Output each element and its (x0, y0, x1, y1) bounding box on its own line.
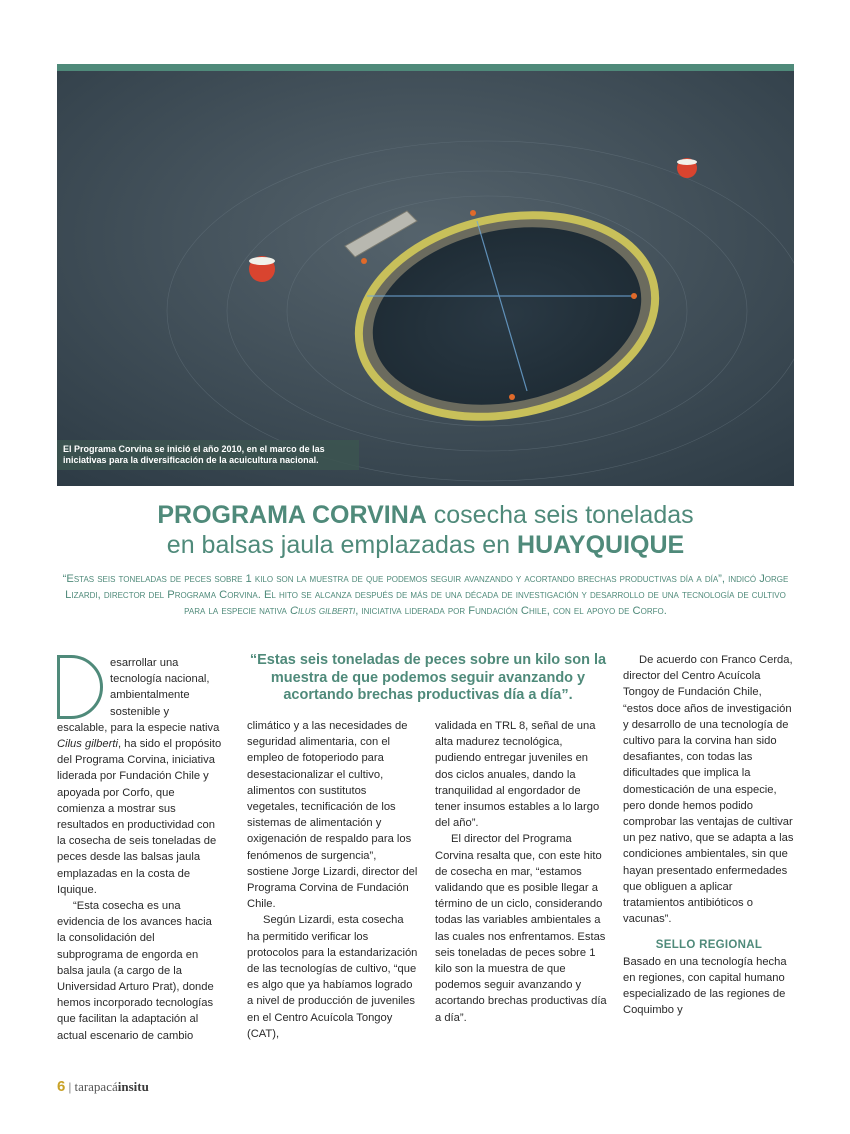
c1-p1-text-a: esarrollar una tecnología nacional, ambientalmente sostenible y escalable, para la especie nativa (57, 657, 220, 734)
aquaculture-cage-illustration (57, 71, 794, 486)
column-2-paragraph-1: climático y a las necesidades de seguridad alimentaria, con el empleo de fotoperiodo para desestacionalizar el cultivo, alimentos con sustitutos vegetales, tecnificación de los sistemas de alimentación y oxigenación de respaldo para los fenómenos de surgencia”, sostiene Jorge Lizardi, director del Programa Corvina de Fundación Chile. (247, 720, 418, 911)
column-1-paragraph-1 (57, 655, 222, 898)
pull-quote: “Estas seis toneladas de peces sobre un kilo son la muestra de que podemos seguir avanzando y acortando brechas productivas día a día”. (249, 652, 607, 703)
headline-line-2-rest: en balsas jaula emplazadas en (166, 531, 518, 559)
headline-line-2 (57, 530, 794, 560)
headline-line-1-rest: cosecha seis toneladas (426, 501, 694, 529)
c1-p1-species: Cilus gilberti (57, 738, 118, 751)
article-headline (57, 500, 794, 560)
column-3-paragraph-1: validada en TRL 8, señal de una alta madurez tecnológica, pudiendo entregar juveniles en dos ciclos anuales, dando la tranquilidad al engordador de tener insumos estables a lo largo del año”. (435, 720, 600, 830)
article-lead (57, 571, 794, 619)
column-4 (623, 652, 795, 1018)
column-4-paragraph-1: De acuerdo con Franco Cerda, director del Centro Acuícola Tongoy de Fundación Chile, “estos doce años de investigación y desarrollo de una tecnología de cultivo para la corvina han sido desafiantes, con todas las dificultades que implica la domesticación de una especie, pero donde hemos podido comprobar las ventajas de cultivar un pez nativo, que se adapta a las condiciones ambientales, sin que hayan presentado enfermedades que obliguen a aplicar tratamientos antibióticos o vacunas”. (623, 654, 794, 926)
lead-text-2: , iniciativa liderada por Fundación Chile, con el apoyo de Corfo. (355, 605, 667, 617)
magazine-name-b: insitu (117, 1079, 149, 1094)
column-4-paragraph-2: Basado en una tecnología hecha en regiones, con capital humano especializado de las regiones de Coquimbo y (623, 955, 787, 1017)
headline-line-1 (57, 500, 794, 530)
headline-location: HUAYQUIQUE (517, 531, 685, 559)
c1-p1-text-b: , ha sido el propósito del Programa Corvina, iniciativa liderada por Fundación Chile y apoyada por Corfo, que comienza a mostrar sus resultados en productividad con la cosecha de seis toneladas de peces desde las balsas jaula emplazadas en la costa de Iquique. (57, 738, 222, 896)
drop-cap-d (57, 655, 103, 719)
magazine-name-a: tarapacá (74, 1079, 118, 1094)
section-subhead: SELLO REGIONAL (655, 939, 763, 952)
column-1-paragraph-2: “Esta cosecha es una evidencia de los avances hacia la consolidación del subprograma de engorda en balsa jaula (a cargo de la Universidad Arturo Prat), donde hemos incorporado tecnologías que facilitan la adaptación al actual escenario de cambio (57, 900, 214, 1042)
lead-species: Cilus gilberti (289, 605, 356, 617)
column-3 (435, 718, 607, 1026)
headline-program-name: PROGRAMA CORVINA (157, 501, 427, 529)
column-2 (247, 718, 419, 1042)
page-footer (57, 1078, 149, 1095)
photo-caption: El Programa Corvina se inició el año 2010, en el marco de las iniciativas para la diversificación de la acuicultura nacional. (57, 440, 359, 470)
hero-photo (57, 71, 794, 486)
column-2-paragraph-2: Según Lizardi, esta cosecha ha permitido verificar los protocolos para la estandarización de las tecnologías de cultivo, “que es algo que ya habíamos logrado a nivel de producción de juveniles en el Centro Acuícola Tongoy (CAT), (247, 914, 418, 1040)
column-3-paragraph-2: El director del Programa Corvina resalta que, con este hito de cosecha en mar, “estamos validando que es posible llegar a término de un ciclo, considerando todas las variables ambientales a las cuales nos enfrentamos. Estas seis toneladas de peces sobre 1 kilo son la muestra de que podemos seguir avanzando y acortando brechas productivas día a día”. (435, 833, 607, 1024)
lead-text-1: “Estas seis toneladas de peces sobre 1 kilo son la muestra de que podemos seguir avanzando y acortando brechas productivas día a día”, indicó Jorge Lizardi, director del Programa Corvina. El hito se alcanza después de más de una década de investigación y desarrollo de una tecnología de cultivo para la especie nativa (62, 573, 789, 617)
top-accent-bar (57, 64, 794, 71)
magazine-name (74, 1079, 148, 1094)
column-1 (57, 655, 222, 1044)
page-number: 6 (57, 1078, 66, 1095)
footer-separator: | (65, 1079, 75, 1094)
